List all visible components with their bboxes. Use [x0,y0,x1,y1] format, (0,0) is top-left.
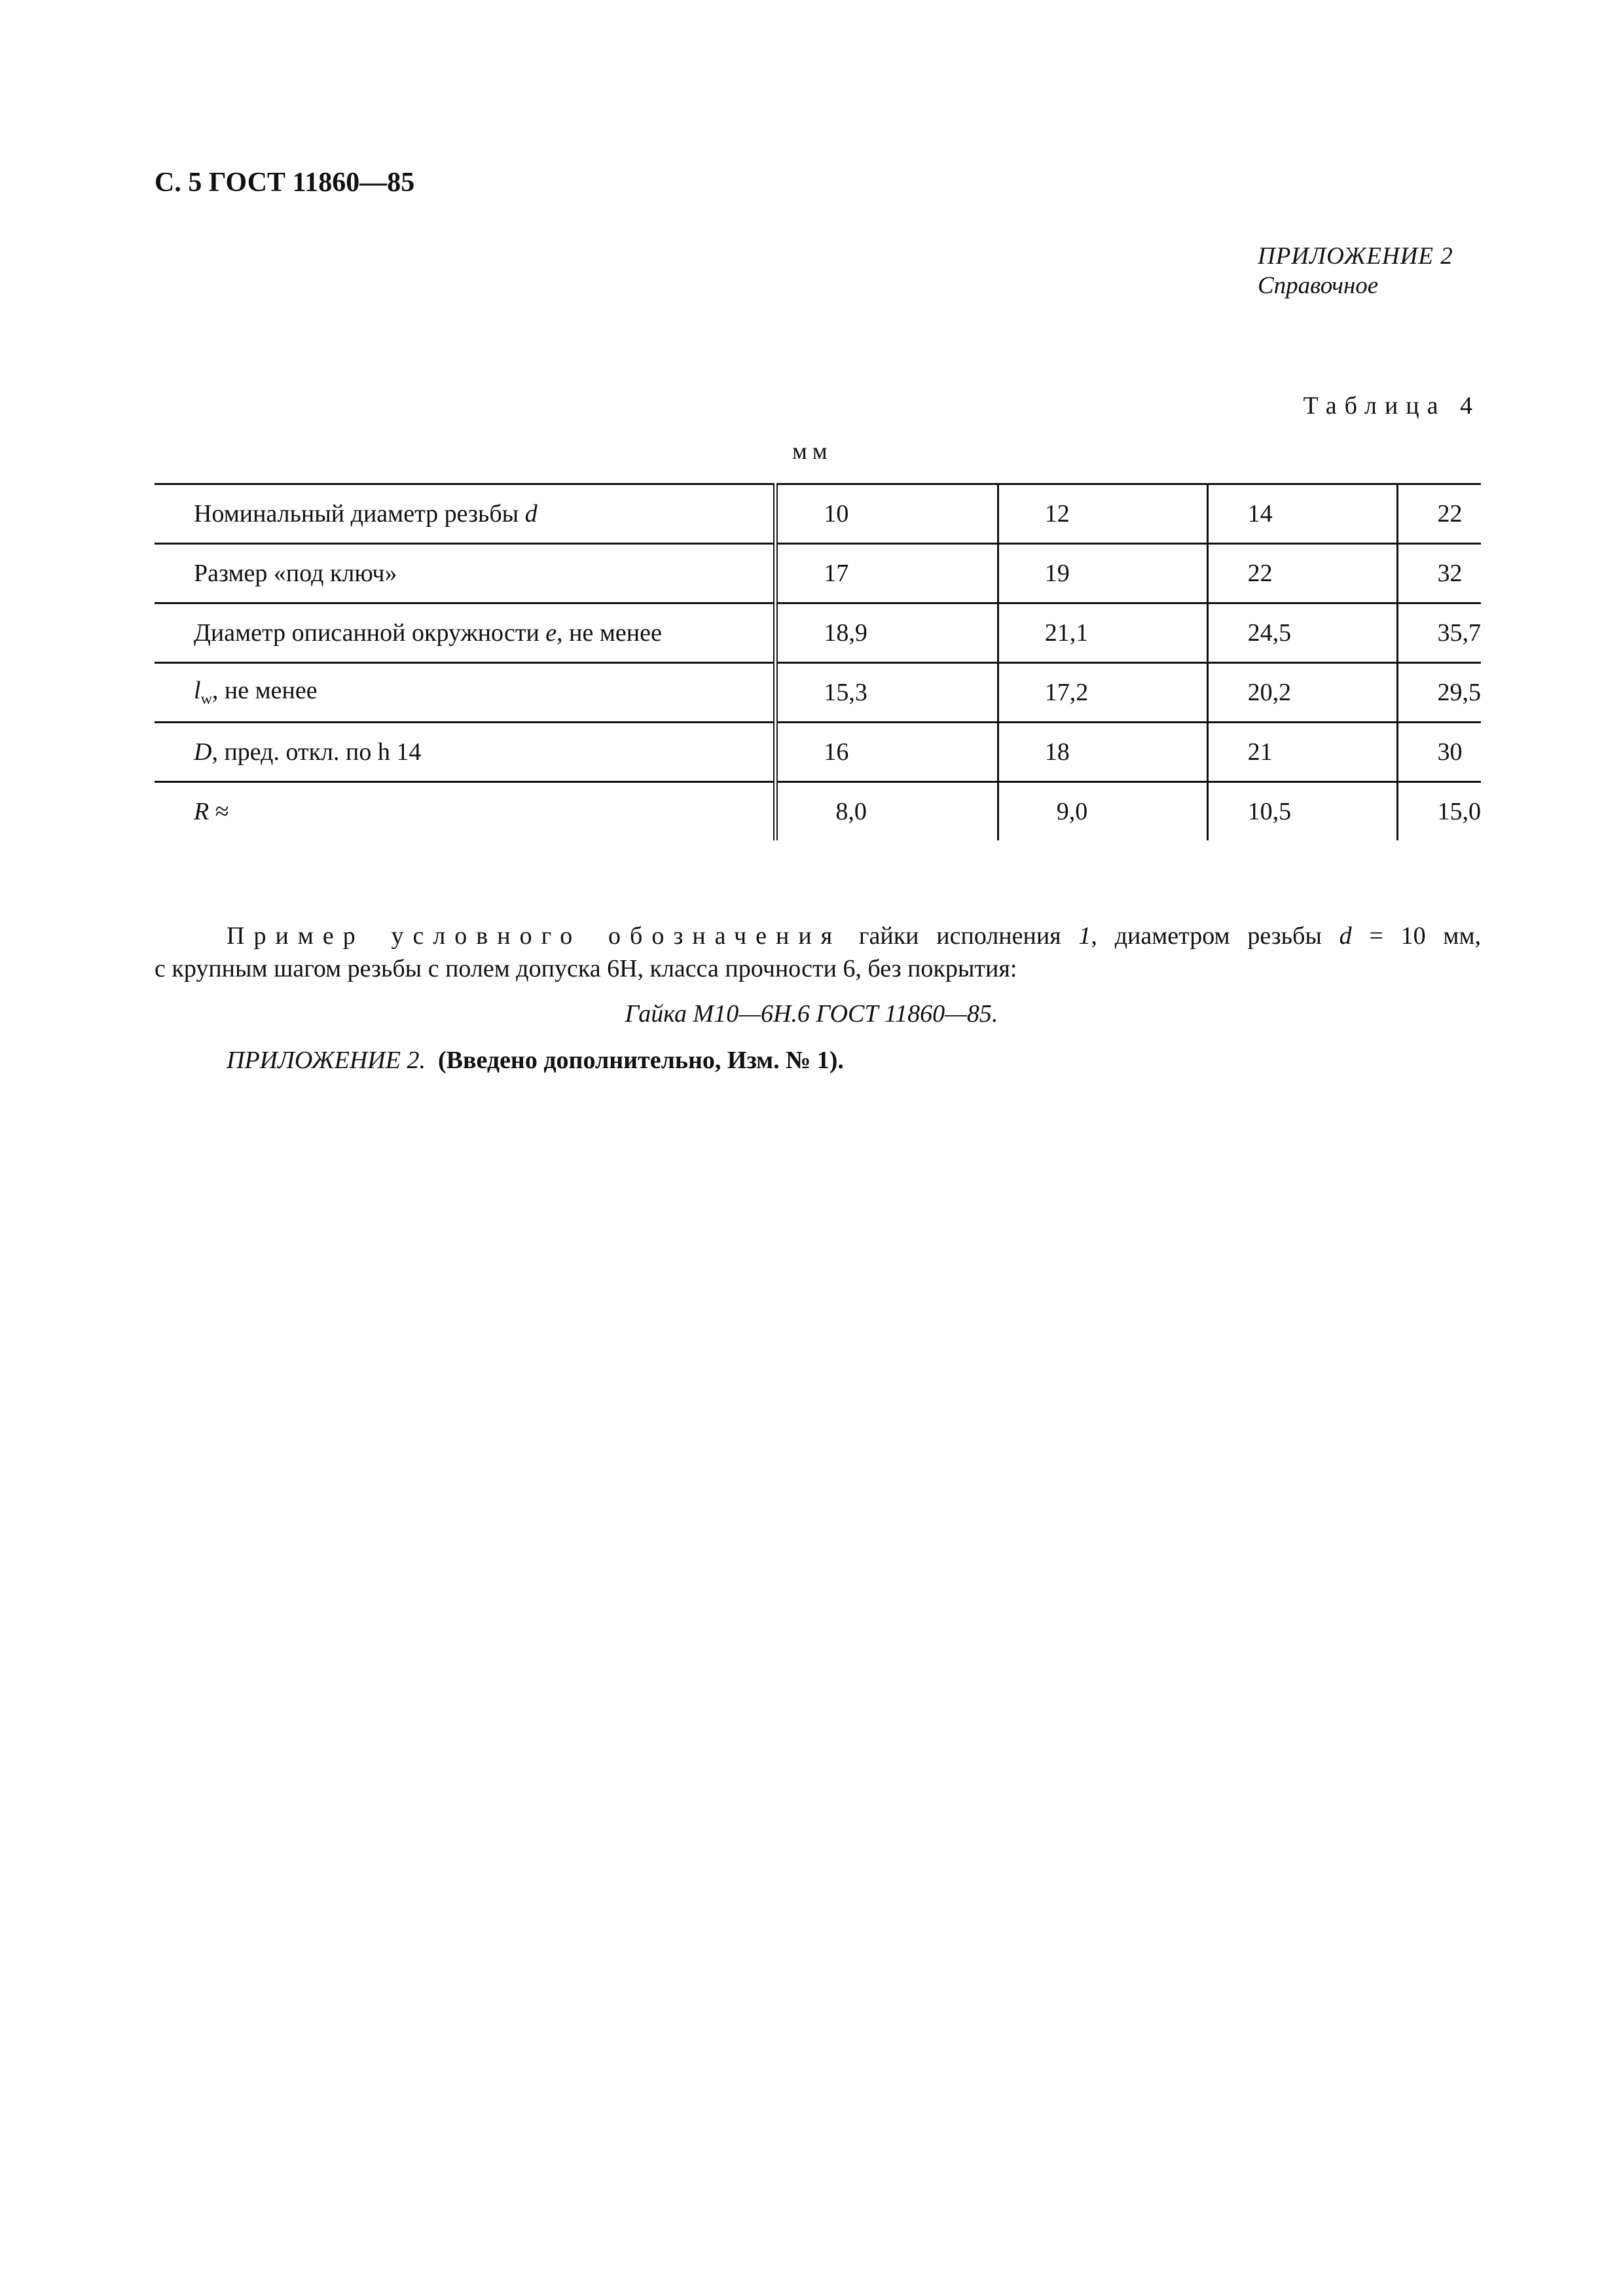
table-cell: 18,9 [776,603,998,663]
row-label-label-var: e [545,619,557,647]
example-text: = 10 мм, [1351,922,1481,950]
table-cell: 14 [1207,484,1397,544]
table-cell: 20,2 [1207,663,1397,723]
row-label-label-post: ≈ [209,798,229,825]
example-text: гайки исполнения [841,922,1079,950]
row-label-label-pre: Диаметр описанной окружности [194,619,546,647]
table-cell: 30 [1397,723,1481,782]
appendix-title: ПРИЛОЖЕНИЕ 2 [1258,243,1453,270]
diameter-variable: d [1339,922,1352,950]
table-cell: 22 [1397,484,1481,544]
table-cell: 29,5 [1397,663,1481,723]
table-cell: 18 [998,723,1207,782]
example-paragraph [155,920,1481,985]
example-intro-spaced: Пример условного обозначения [227,922,842,950]
table-row [155,484,1481,544]
row-label [155,782,776,841]
note-appendix-ref: ПРИЛОЖЕНИЕ 2. [227,1047,426,1074]
table-units: мм [792,438,833,464]
designation-formula: Гайка М10—6Н.6 ГОСТ 11860—85. [625,1000,998,1028]
table-cell: 22 [1207,544,1397,603]
row-label [155,603,776,663]
table-row [155,723,1481,782]
table-row [155,603,1481,663]
row-label [155,544,776,603]
table-cell: 32 [1397,544,1481,603]
row-label-label-var: d [524,500,538,528]
table-cell: 10,5 [1207,782,1397,841]
table-cell: 10 [776,484,998,544]
table-cell: 19 [998,544,1207,603]
table-cell: 24,5 [1207,603,1397,663]
table-row [155,663,1481,723]
row-label-label-post: , не менее [556,619,662,647]
example-line-1 [155,920,1481,952]
table-caption: Таблица 4 [1303,392,1480,420]
row-label [155,484,776,544]
row-label-label-var: R [194,798,210,825]
row-label-label-pre: Номинальный диаметр резьбы [194,500,525,528]
table-cell: 8,0 [835,798,867,825]
row-label-label-post: , пред. откл. по h 14 [211,738,422,766]
dimensions-table [155,483,1481,840]
row-label-label-var: D [194,738,212,766]
table-cell: 21 [1207,723,1397,782]
table-cell: 17 [776,544,998,603]
example-text: , диаметром резьбы [1091,922,1340,950]
amendment-note [227,1046,844,1075]
table-row [155,544,1481,603]
table-cell: 15,3 [776,663,998,723]
note-amendment: (Введено дополнительно, Изм. № 1). [437,1047,844,1074]
row-label [155,723,776,782]
table-cell: 9,0 [998,782,1207,841]
table-cell: 12 [998,484,1207,544]
page-header: С. 5 ГОСТ 11860—85 [155,168,415,198]
appendix-heading [1258,242,1480,300]
table-row [155,782,1481,841]
row-label-label-pre: Размер «под ключ» [194,560,397,587]
row-label [155,663,776,723]
table-cell: 15,0 [1397,782,1481,841]
table-cell: 21,1 [998,603,1207,663]
table-cell: 16 [776,723,998,782]
table-cell: 17,2 [998,663,1207,723]
row-label-label-post: , не менее [211,677,318,705]
appendix-subtitle: Справочное [1258,272,1379,299]
execution-number: 1 [1078,922,1091,950]
example-line-2: с крупным шагом резьбы с полем допуска 6Н, класса прочности 6, без покрытия: [155,955,1017,982]
row-label-label-sub: w [200,691,212,708]
table-cell: 35,7 [1397,603,1481,663]
row-label-label-var: l [194,677,201,705]
